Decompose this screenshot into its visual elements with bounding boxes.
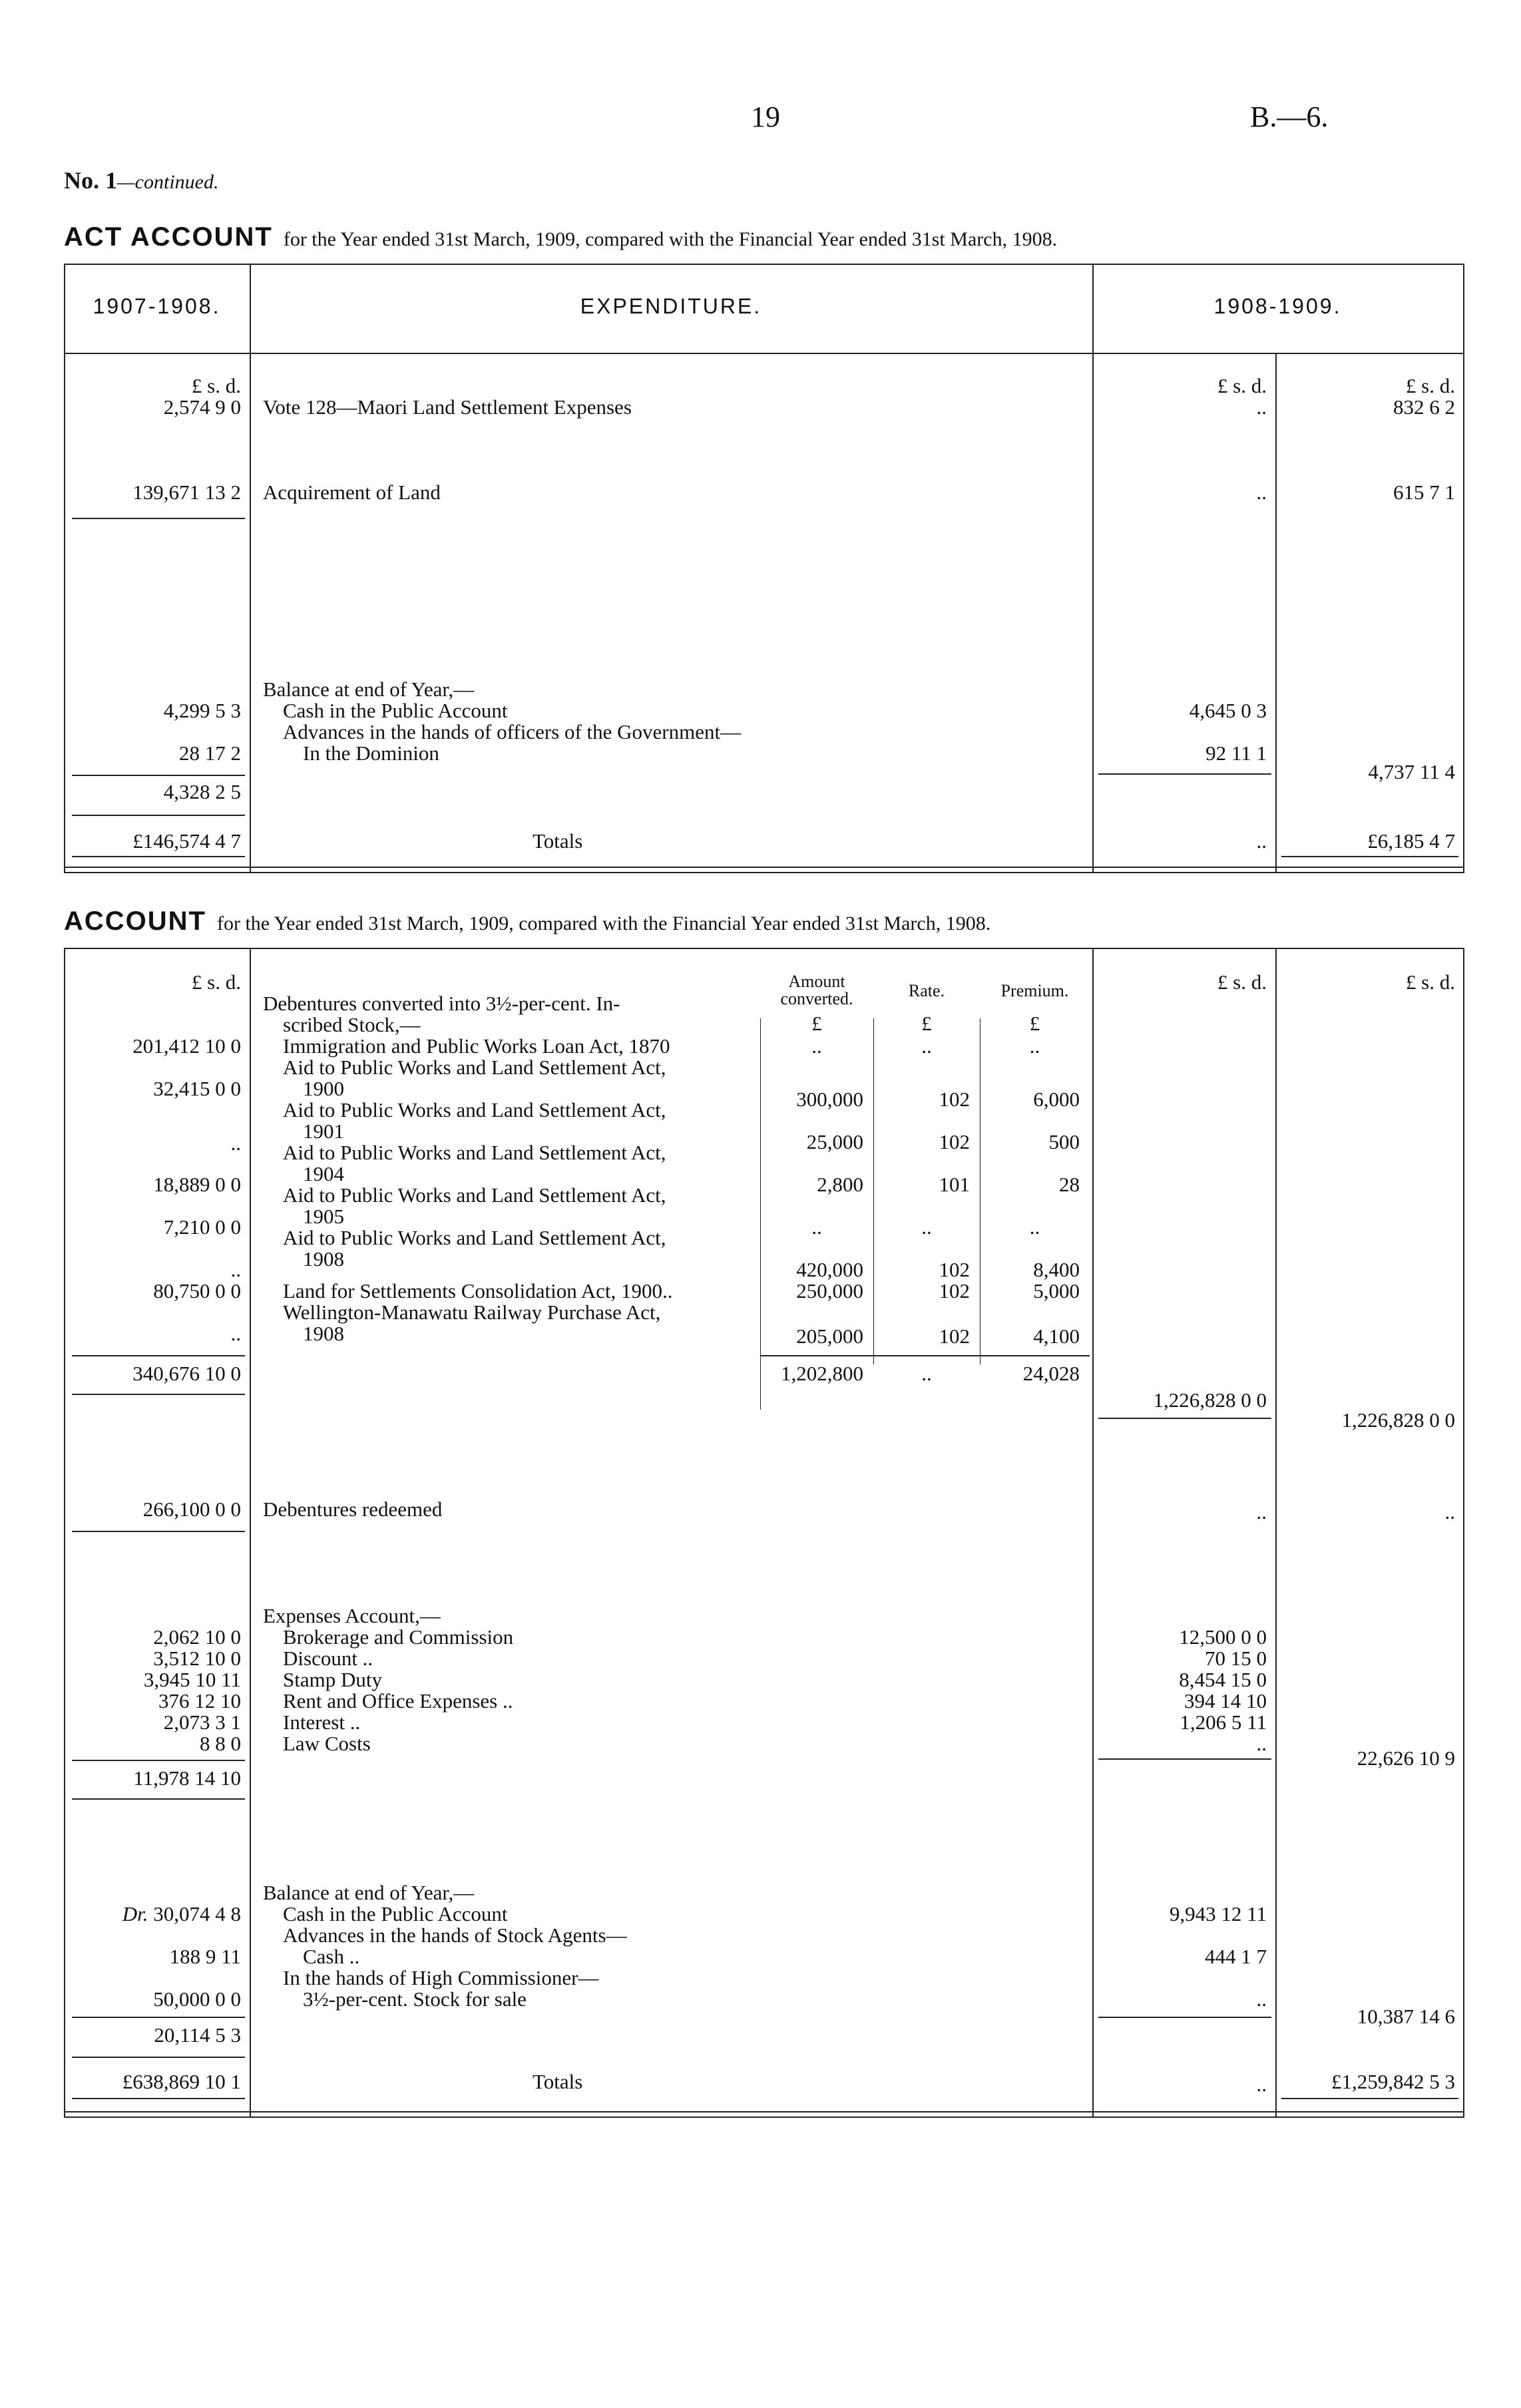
debenture-row-rate: ..	[921, 1034, 932, 1058]
debenture-row-rate: 102	[939, 1324, 970, 1348]
document-reference: B.—6.	[1250, 100, 1329, 133]
debenture-row-desc: Aid to Public Works and Land Settlement Act,	[283, 1183, 666, 1207]
debenture-row-amount: 25,000	[806, 1130, 863, 1153]
table2-units-a: £ s. d.	[1217, 970, 1267, 994]
debenture-row-amount: 420,000	[796, 1258, 863, 1281]
table1-row-prev: 4,299 5 3	[163, 699, 241, 722]
table1-units-b: £ s. d.	[1405, 374, 1455, 397]
expenses-row-prev: 3,512 10 0	[153, 1647, 241, 1670]
table1-row-b: 832 6 2	[1393, 395, 1455, 419]
debenture-row-amount: 2,800	[817, 1173, 863, 1196]
table1-row-b: 4,737 11 4	[1368, 760, 1455, 783]
table1-row-desc: Vote 128—Maori Land Settlement Expenses	[263, 395, 632, 419]
balance-total-b: 10,387 14 6	[1357, 2005, 1455, 2028]
table1-title-rest: for the Year ended 31st March, 1909, compared with the Financial Year ended 31st March, 1908.	[283, 228, 1058, 250]
col-amount-unit: £	[811, 1012, 822, 1035]
debenture-row-premium: 8,400	[1033, 1258, 1080, 1281]
table2-units-b: £ s. d.	[1405, 970, 1455, 994]
table1-subtotal-prev: 4,328 2 5	[163, 780, 241, 803]
debenture-row-prev: 32,415 0 0	[153, 1077, 241, 1100]
debenture-total-amount: 1,202,800	[781, 1362, 863, 1385]
debenture-row-rate: 102	[939, 1088, 970, 1111]
debenture-row-prev: 18,889 0 0	[153, 1173, 241, 1196]
col-rate-unit: £	[921, 1012, 932, 1035]
table1-col-curr-header: 1908-1909.	[1213, 294, 1342, 318]
table1-units-a: £ s. d.	[1217, 374, 1267, 397]
debenture-row-premium: 4,100	[1033, 1324, 1080, 1348]
expenses-row-a: 394 14 10	[1184, 1689, 1267, 1712]
table1-row-prev: 28 17 2	[179, 741, 241, 765]
table1-row-prev: 139,671 13 2	[132, 481, 241, 504]
debenture-row-premium: 6,000	[1033, 1088, 1080, 1111]
debenture-row-amount: 250,000	[796, 1279, 863, 1303]
expenses-row-prev: 8 8 0	[200, 1732, 241, 1755]
debenture-row-prev: ..	[230, 1258, 241, 1281]
table1-row-a: ..	[1256, 481, 1267, 504]
expenses-row-prev: 3,945 10 11	[143, 1668, 241, 1691]
expenses-subtotal-prev: 11,978 14 10	[133, 1766, 241, 1790]
balance-row-a: 444 1 7	[1205, 1945, 1267, 1968]
debenture-row-premium: ..	[1029, 1034, 1040, 1058]
debenture-row-rate: 101	[939, 1173, 970, 1196]
expenses-row-desc: Interest ..	[283, 1710, 361, 1734]
table1-balance-heading: Balance at end of Year,—	[263, 678, 475, 701]
debenture-row-prev: 201,412 10 0	[132, 1034, 241, 1058]
debenture-row-desc: Land for Settlements Consolidation Act, 1900..	[283, 1279, 673, 1303]
debenture-total-a: 1,226,828 0 0	[1153, 1388, 1267, 1412]
balance-heading: Balance at end of Year,—	[263, 1881, 475, 1904]
expenses-row-a: 12,500 0 0	[1179, 1625, 1267, 1649]
expenses-row-desc: Brokerage and Commission	[283, 1625, 514, 1649]
debenture-row-amount: 300,000	[796, 1088, 863, 1111]
table1-row-a: 92 11 1	[1205, 741, 1267, 765]
debenture-row-rate: 102	[939, 1258, 970, 1281]
debenture-row-year: 1908	[303, 1322, 344, 1345]
col-premium-unit: £	[1029, 1012, 1040, 1035]
table1-row-desc: Cash in the Public Account	[283, 699, 508, 722]
balance-row-desc: In the hands of High Commissioner—	[283, 1966, 599, 1989]
page-number: 19	[751, 100, 780, 133]
debenture-row-rate: 102	[939, 1279, 970, 1303]
expenses-row-desc: Discount ..	[283, 1647, 373, 1670]
table2-title	[64, 906, 990, 936]
balance-row-a: ..	[1256, 1987, 1267, 2011]
debenture-row-amount: ..	[811, 1215, 822, 1239]
balance-row-prev-value: 30,074 4 8	[153, 1902, 241, 1925]
table1-units-prev: £ s. d.	[191, 374, 241, 397]
table1-col-prev-header: 1907-1908.	[93, 294, 221, 318]
table1-title	[64, 222, 1057, 252]
table1-totals-label: Totals	[533, 829, 583, 853]
redeemed-a: ..	[1256, 1500, 1267, 1523]
table1-total-prev: £146,574 4 7	[132, 829, 241, 853]
table1-row-a: 4,645 0 3	[1189, 699, 1267, 722]
debenture-row-desc: Aid to Public Works and Land Settlement Act,	[283, 1226, 666, 1249]
debenture-row-premium: ..	[1029, 1215, 1040, 1239]
redeemed-desc: Debentures redeemed	[263, 1498, 443, 1521]
debenture-row-premium: 5,000	[1033, 1279, 1080, 1303]
debenture-row-rate: ..	[921, 1215, 932, 1239]
balance-row-desc-cont: Cash ..	[303, 1945, 360, 1968]
expenses-row-a: 8,454 15 0	[1179, 1668, 1267, 1691]
debenture-row-rate: 102	[939, 1130, 970, 1153]
table1-total-a: ..	[1256, 829, 1267, 853]
table1-title-bold: ACT ACCOUNT	[64, 222, 273, 252]
balance-row-desc-cont: 3½-per-cent. Stock for sale	[303, 1987, 527, 2011]
debenture-row-amount: 205,000	[796, 1324, 863, 1348]
debentures-heading-cont: scribed Stock,—	[283, 1013, 421, 1036]
debenture-row-desc: Aid to Public Works and Land Settlement Act,	[283, 1141, 666, 1164]
balance-row-prev: 50,000 0 0	[153, 1987, 241, 2011]
debenture-subtotal-prev: 340,676 10 0	[132, 1362, 241, 1385]
table2-title-rest: for the Year ended 31st March, 1909, compared with the Financial Year ended 31st March, 1908.	[216, 912, 991, 934]
debenture-row-prev: 7,210 0 0	[163, 1215, 241, 1239]
debenture-total-b: 1,226,828 0 0	[1341, 1408, 1455, 1432]
table1-col-expenditure-header: EXPENDITURE.	[580, 294, 762, 318]
debenture-row-premium: 28	[1059, 1173, 1080, 1196]
debenture-row-year: 1900	[303, 1077, 344, 1100]
expenses-row-a: ..	[1256, 1732, 1267, 1755]
debenture-row-amount: ..	[811, 1034, 822, 1058]
debenture-row-desc: Wellington-Manawatu Railway Purchase Act,	[283, 1301, 661, 1324]
col-rate-header: Rate.	[908, 981, 945, 1000]
table2-total-a: ..	[1256, 2073, 1267, 2096]
table1-row-prev: 2,574 9 0	[163, 395, 241, 419]
expenses-row-desc: Stamp Duty	[283, 1668, 382, 1691]
debenture-row-premium: 500	[1048, 1130, 1080, 1153]
table2-total-prev: £638,869 10 1	[122, 2070, 241, 2093]
debenture-row-desc: Immigration and Public Works Loan Act, 1870	[283, 1034, 670, 1058]
table1-row-desc: Acquirement of Land	[263, 481, 441, 504]
debenture-row-year: 1904	[303, 1162, 344, 1185]
debenture-total-rate: ..	[921, 1362, 932, 1385]
table1-row-a: ..	[1256, 395, 1267, 419]
expenses-row-prev: 376 12 10	[158, 1689, 241, 1712]
expenses-total-b: 22,626 10 9	[1357, 1746, 1455, 1770]
balance-row-prev	[67, 1902, 241, 1926]
balance-subtotal-prev: 20,114 5 3	[154, 2023, 241, 2047]
debenture-row-year: 1908	[303, 1247, 344, 1271]
table2-totals-label: Totals	[533, 2070, 583, 2093]
expenses-row-desc: Rent and Office Expenses ..	[283, 1689, 513, 1712]
table1-advances-heading: Advances in the hands of officers of the Government—	[283, 720, 742, 743]
table2-title-bold: ACCOUNT	[64, 906, 206, 936]
expenses-heading: Expenses Account,—	[263, 1604, 441, 1627]
section-number: No. 1	[64, 167, 117, 194]
continued-label: —continued.	[117, 171, 219, 193]
balance-row-a: 9,943 12 11	[1169, 1902, 1267, 1925]
debenture-row-prev: ..	[230, 1322, 241, 1345]
debenture-row-desc: Aid to Public Works and Land Settlement Act,	[283, 1098, 666, 1121]
debenture-row-year: 1905	[303, 1205, 344, 1228]
balance-row-desc: Advances in the hands of Stock Agents—	[283, 1923, 627, 1947]
debenture-row-year: 1901	[303, 1119, 344, 1143]
expenses-row-a: 1,206 5 11	[1180, 1710, 1267, 1734]
balance-row-prev: 188 9 11	[169, 1945, 241, 1968]
expenses-row-a: 70 15 0	[1205, 1647, 1267, 1670]
table1-row-desc: In the Dominion	[303, 741, 439, 765]
debentures-heading: Debentures converted into 3½-per-cent. In-	[263, 992, 620, 1015]
table1-total-b: £6,185 4 7	[1367, 829, 1455, 853]
balance-row-desc: Cash in the Public Account	[283, 1902, 508, 1925]
table2-total-b: £1,259,842 5 3	[1331, 2070, 1455, 2093]
redeemed-b: ..	[1444, 1500, 1455, 1523]
debenture-row-desc: Aid to Public Works and Land Settlement Act,	[283, 1056, 666, 1079]
debenture-row-prev: 80,750 0 0	[153, 1279, 241, 1303]
expenses-row-prev: 2,073 3 1	[163, 1710, 241, 1734]
section-intro	[64, 166, 218, 194]
debenture-row-prev: ..	[230, 1131, 241, 1155]
expenses-row-prev: 2,062 10 0	[153, 1625, 241, 1649]
expenses-row-desc: Law Costs	[283, 1732, 371, 1755]
col-amount-header: Amount converted.	[780, 972, 853, 1008]
col-premium-header: Premium.	[1000, 981, 1069, 1000]
table2-units-prev: £ s. d.	[191, 970, 241, 994]
debit-prefix: Dr.	[122, 1902, 148, 1925]
debenture-total-premium: 24,028	[1022, 1362, 1080, 1385]
redeemed-prev: 266,100 0 0	[142, 1498, 241, 1521]
table1-row-b: 615 7 1	[1393, 481, 1455, 504]
